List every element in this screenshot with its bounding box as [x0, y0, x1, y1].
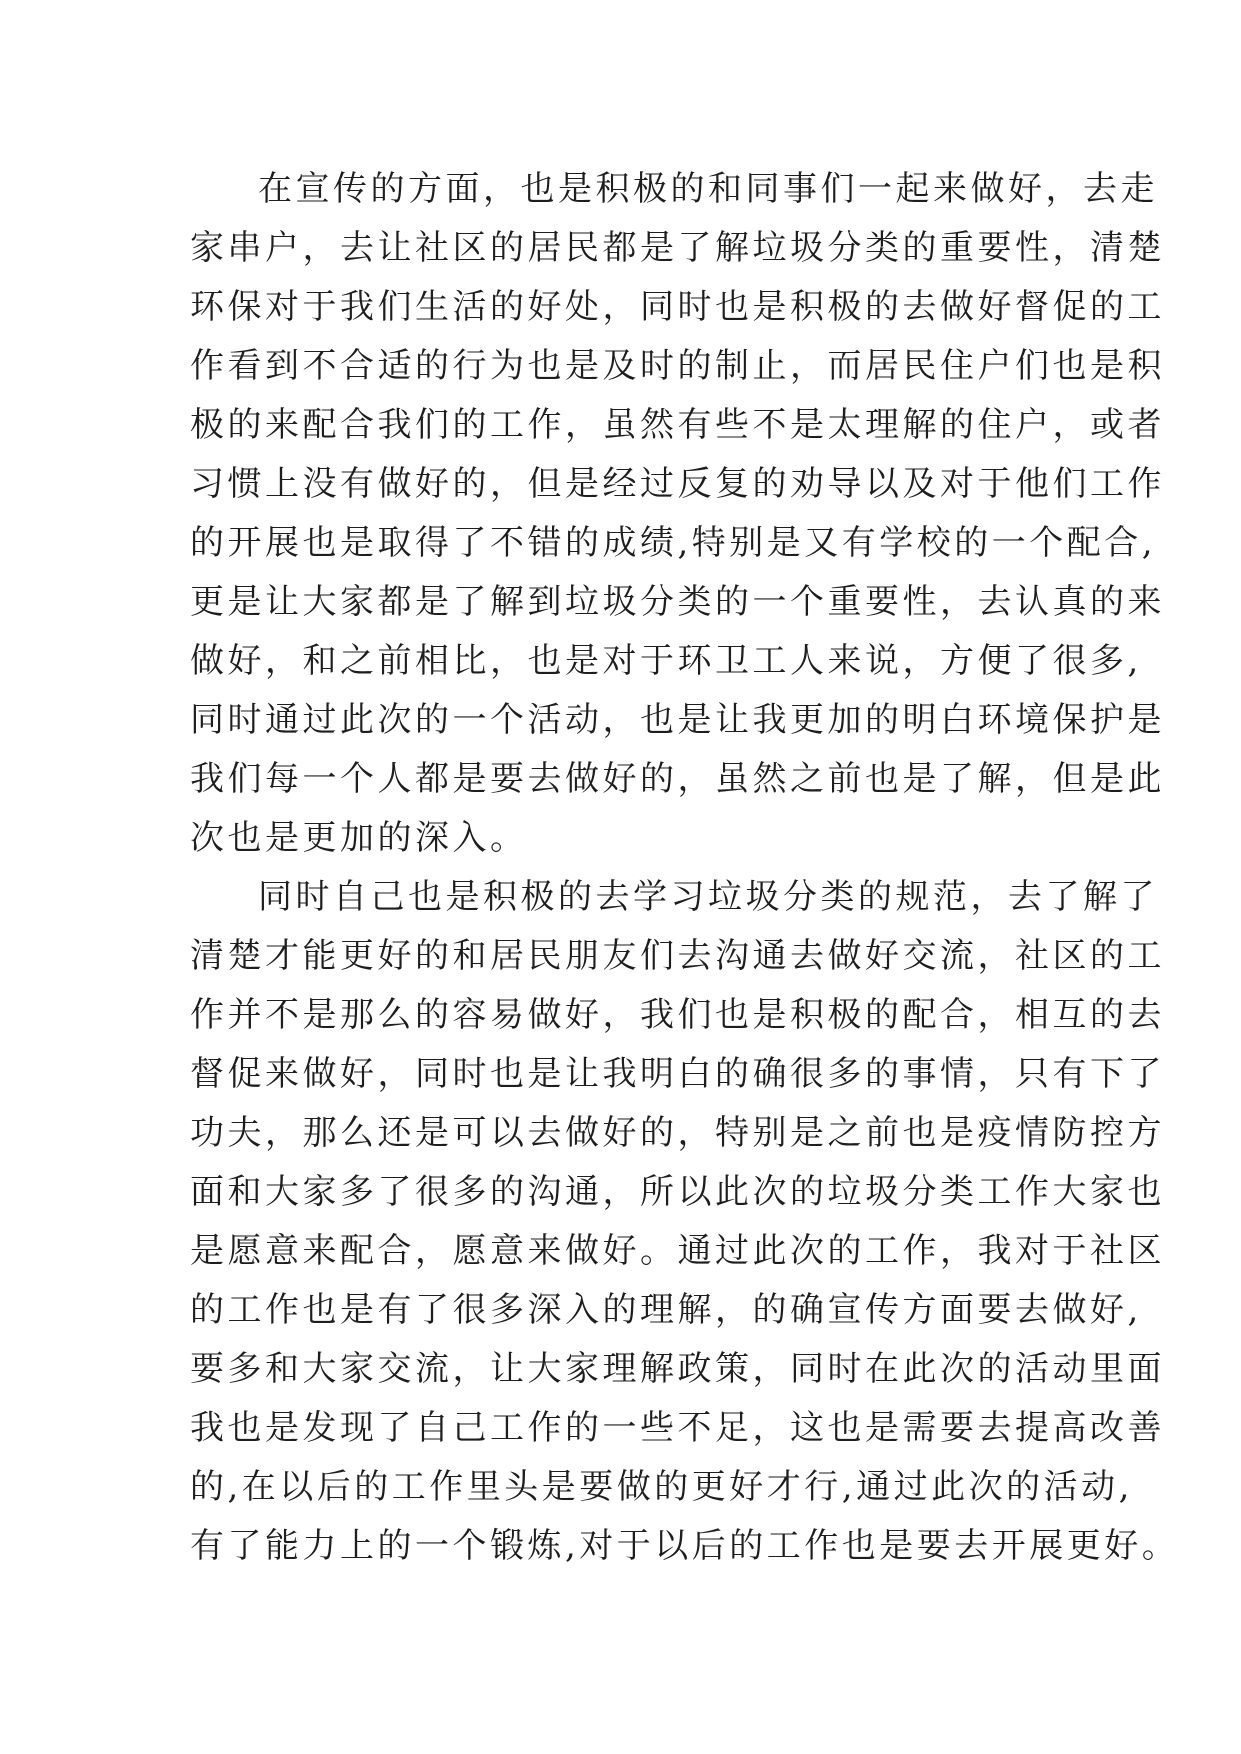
paragraph-1-line-9: 做好，和之前相比，也是对于环卫工人来说，方便了很多, [190, 641, 1142, 681]
paragraph-1-line-1: 在宣传的方面，也是积极的和同事们一起来做好，去走 [258, 169, 1158, 209]
document-body [190, 160, 1180, 1576]
paragraph-2-line-10: 我也是发现了自己工作的一些不足，这也是需要去提高改善 [190, 1408, 1165, 1448]
paragraph-1 [190, 160, 1165, 868]
paragraph-1-line-11: 我们每一个人都是要去做好的，虽然之前也是了解，但是此 [190, 759, 1165, 799]
paragraph-1-line-2: 家串户，去让社区的居民都是了解垃圾分类的重要性，清楚 [190, 228, 1165, 268]
paragraph-2-line-6: 面和大家多了很多的沟通，所以此次的垃圾分类工作大家也 [190, 1172, 1165, 1212]
paragraph-2-line-2: 清楚才能更好的和居民朋友们去沟通去做好交流，社区的工 [190, 936, 1165, 976]
paragraph-1-line-3: 环保对于我们生活的好处，同时也是积极的去做好督促的工 [190, 287, 1165, 327]
paragraph-1-line-7: 的开展也是取得了不错的成绩,特别是又有学校的一个配合, [190, 523, 1157, 563]
paragraph-2 [190, 868, 1180, 1576]
paragraph-2-line-8: 的工作也是有了很多深入的理解，的确宣传方面要去做好, [190, 1290, 1142, 1330]
paragraph-2-line-5: 功夫，那么还是可以去做好的，特别是之前也是疫情防控方 [190, 1113, 1165, 1153]
paragraph-1-line-12: 次也是更加的深入。 [190, 818, 528, 858]
paragraph-2-line-3: 作并不是那么的容易做好，我们也是积极的配合，相互的去 [190, 995, 1165, 1035]
paragraph-1-line-10: 同时通过此次的一个活动，也是让我更加的明白环境保护是 [190, 700, 1165, 740]
paragraph-2-line-1: 同时自己也是积极的去学习垃圾分类的规范，去了解了 [258, 877, 1158, 917]
paragraph-2-line-4: 督促来做好，同时也是让我明白的确很多的事情，只有下了 [190, 1054, 1165, 1094]
paragraph-2-line-9: 要多和大家交流，让大家理解政策，同时在此次的活动里面 [190, 1349, 1165, 1389]
paragraph-2-line-7: 是愿意来配合，愿意来做好。通过此次的工作，我对于社区 [190, 1231, 1165, 1271]
paragraph-2-line-11: 的,在以后的工作里头是要做的更好才行,通过此次的活动, [190, 1467, 1133, 1507]
paragraph-1-line-6: 习惯上没有做好的，但是经过反复的劝导以及对于他们工作 [190, 464, 1165, 504]
paragraph-1-line-5: 极的来配合我们的工作，虽然有些不是太理解的住户，或者 [190, 405, 1165, 445]
paragraph-1-line-8: 更是让大家都是了解到垃圾分类的一个重要性，去认真的来 [190, 582, 1165, 622]
paragraph-2-line-12: 有了能力上的一个锻炼,对于以后的工作也是要去开展更好。 [190, 1526, 1180, 1566]
paragraph-1-line-4: 作看到不合适的行为也是及时的制止，而居民住户们也是积 [190, 346, 1165, 386]
